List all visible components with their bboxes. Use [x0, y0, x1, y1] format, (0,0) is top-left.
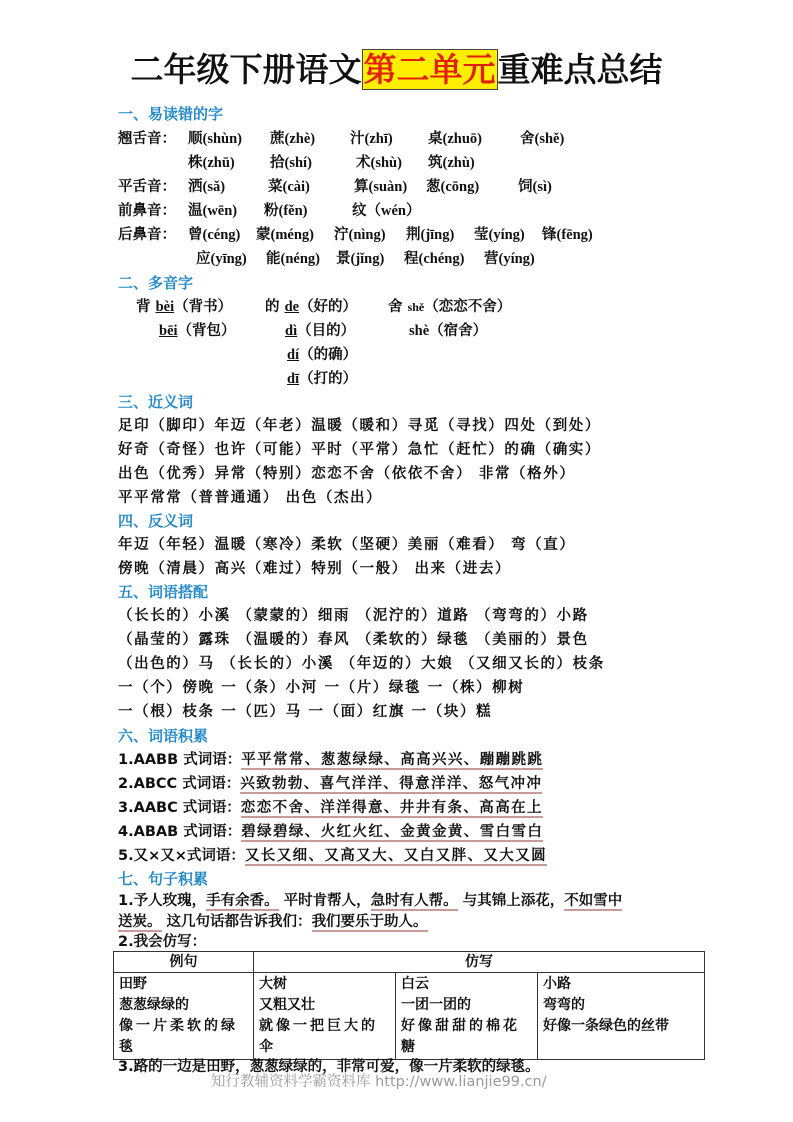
- char-item: 顺(shùn): [188, 131, 242, 147]
- section-heading-7: 七、句子积累: [118, 870, 209, 888]
- char-item: 莹(yíng): [474, 227, 525, 243]
- section-heading-2: 二、多音字: [118, 274, 194, 292]
- char-item: 蒙(méng): [256, 227, 314, 243]
- char-item: 荆(jīng): [406, 227, 455, 243]
- antonym-line: 年迈（年轻）温暖（寒冷）柔软（坚硬）美丽（难看） 弯（直）: [118, 537, 576, 553]
- collocation-line: （长长的）小溪 （蒙蒙的）细雨 （泥泞的）道路 （弯弯的）小路: [118, 608, 589, 624]
- polyphone-de-3: dí（的确）: [287, 347, 358, 363]
- char-item: 泞(nìng): [334, 227, 386, 243]
- table-cell: 白云 一团一团的 好像甜甜的棉花 糖: [396, 973, 538, 1060]
- word-pattern-item: 1.AABB 式词语：平平常常、葱葱绿绿、高高兴兴、蹦蹦跳跳: [118, 752, 544, 768]
- synonym-line: 出色（优秀）异常（特别）恋恋不舍（依依不舍） 非常（格外）: [118, 466, 576, 482]
- polyphone-de-2: dì（目的）: [285, 323, 356, 339]
- sentence-1-line-2: 送炭。 这几句话都告诉我们：我们要乐于助人。: [118, 914, 428, 930]
- sentence-3: 3.路的一边是田野，葱葱绿绿的，非常可爱，像一片柔软的绿毯。: [118, 1059, 540, 1075]
- section-heading-6: 六、词语积累: [118, 727, 209, 745]
- synonym-line: 平平常常（普普通通） 出色（杰出）: [118, 490, 383, 506]
- char-item: 应(yīng): [196, 251, 247, 267]
- section-heading-4: 四、反义词: [118, 512, 194, 530]
- char-item: 温(wēn): [188, 203, 238, 219]
- table-row: [114, 973, 705, 1060]
- char-item: 粉(fěn): [264, 203, 308, 219]
- char-item: 术(shù): [356, 155, 402, 171]
- section-heading-3: 三、近义词: [118, 393, 194, 411]
- hou-label: 后鼻音：: [118, 227, 176, 243]
- char-item: 洒(sǎ): [188, 179, 226, 195]
- char-item: 株(zhū): [188, 155, 235, 171]
- imitation-label: 2.我会仿写：: [118, 934, 207, 950]
- char-item: 算(suàn): [354, 179, 408, 195]
- ping-label: 平舌音：: [118, 179, 176, 195]
- polyphone-bei-2: bēi（背包）: [159, 323, 236, 339]
- char-item: 景(jǐng): [336, 251, 385, 267]
- collocation-line: 一（个）傍晚 一（条）小河 一（片）绿毯 一（株）柳树: [118, 680, 525, 696]
- char-item: 舍(shě): [520, 131, 565, 147]
- collocation-line: （出色的）马 （长长的）小溪 （年迈的）大娘 （又细又长的）枝条: [118, 656, 605, 672]
- collocation-line: （晶莹的）露珠 （温暖的）春风 （柔软的）绿毯 （美丽的）景色: [118, 632, 589, 648]
- char-item: 葱(cōng): [426, 179, 480, 195]
- section-heading-5: 五、词语搭配: [118, 583, 209, 601]
- section-heading-1: 一、易读错的字: [118, 105, 224, 123]
- collocation-line: 一（根）枝条 一（匹）马 一（面）红旗 一（块）糕: [118, 704, 493, 720]
- imitation-table: [113, 951, 705, 1060]
- char-item: 程(chéng): [404, 251, 465, 267]
- table-cell: 大树 又粗又壮 就像一把巨大的 伞: [254, 973, 396, 1060]
- antonym-line: 傍晚（清晨）高兴（难过）特别（一般） 出来（进去）: [118, 561, 512, 577]
- qiao-label: 翘舌音：: [118, 131, 176, 147]
- char-item: 汁(zhī): [350, 131, 393, 147]
- synonym-line: 好奇（奇怪）也许（可能）平时（平常）急忙（赶忙）的确（确实）: [118, 442, 601, 458]
- polyphone-she-2: shè（宿舍）: [409, 323, 488, 339]
- char-item: 锋(fēng): [542, 227, 593, 243]
- watermark: 知行教辅资料学霸资料库 http://www.lianjie99.cn/: [211, 1074, 547, 1090]
- word-pattern-item: 3.AABC 式词语：恋恋不舍、洋洋得意、井井有条、高高在上: [118, 800, 543, 816]
- table-header: 仿写: [254, 952, 705, 973]
- word-pattern-item: 4.ABAB 式词语：碧绿碧绿、火红火红、金黄金黄、雪白雪白: [118, 824, 544, 840]
- sentence-1-line-1: 1.予人玫瑰，手有余香。 平时肯帮人，急时有人帮。 与其锦上添花，不如雪中: [118, 893, 623, 909]
- polyphone-de: 的 de（好的）: [265, 299, 358, 315]
- word-pattern-item: 2.ABCC 式词语：兴致勃勃、喜气洋洋、得意洋洋、怒气冲冲: [118, 776, 543, 792]
- char-item: 拾(shí): [270, 155, 312, 171]
- char-item: 蔗(zhè): [270, 131, 316, 147]
- char-item: 筑(zhù): [428, 155, 475, 171]
- table-cell: 小路 弯弯的 好像一条绿色的丝带: [538, 973, 705, 1060]
- polyphone-she: 舍 shě（恋恋不舍）: [388, 299, 512, 315]
- char-item: 饲(sì): [518, 179, 552, 195]
- char-item: 营(yíng): [484, 251, 535, 267]
- title-post: 重难点总结: [497, 50, 663, 89]
- word-pattern-item: 5.又×又×式词语：又长又细、又高又大、又白又胖、又大又圆: [118, 848, 548, 864]
- title-highlight: 第二单元: [363, 50, 496, 89]
- char-item: 桌(zhuō): [428, 131, 482, 147]
- char-item: 曾(céng): [188, 227, 241, 243]
- qian-label: 前鼻音：: [118, 203, 176, 219]
- polyphone-de-4: dī（打的）: [287, 371, 358, 387]
- title-pre: 二年级下册语文: [130, 50, 362, 89]
- char-item: 菜(cài): [268, 179, 310, 195]
- polyphone-bei: 背 bèi（背书）: [136, 299, 233, 315]
- char-item: 能(néng): [266, 251, 320, 267]
- page-title: [0, 45, 793, 95]
- char-item: 纹（wén）: [352, 203, 421, 219]
- table-cell: 田野 葱葱绿绿的 像一片柔软的绿 毯: [114, 973, 254, 1060]
- table-header: 例句: [114, 952, 254, 973]
- synonym-line: 足印（脚印）年迈（年老）温暖（暖和）寻觅（寻找）四处（到处）: [118, 418, 601, 434]
